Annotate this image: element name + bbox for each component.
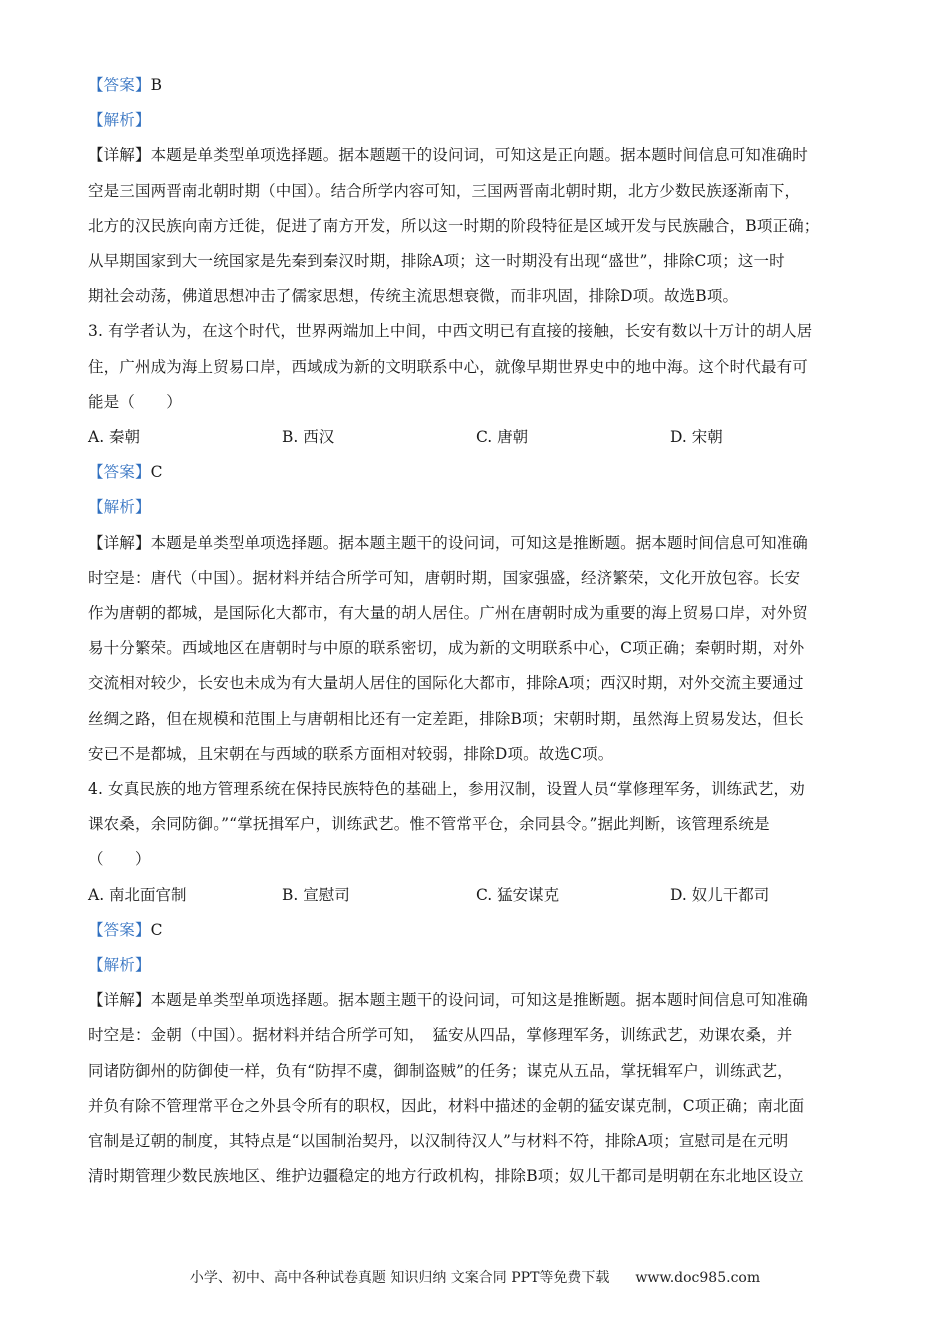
answer-tag: 【答案】 [88,76,151,94]
q3-analysis-tag: 【解析】 [88,498,151,517]
footer-url[interactable]: www.doc985.com [635,1270,761,1286]
q4-detail-line: 清时期管理少数民族地区、维护边疆稳定的地方行政机构，排除B项；奴儿干都司是明朝在东北地区设立 [88,1167,804,1186]
q3-answer [88,455,878,490]
page-footer [0,1267,950,1287]
q3-options [88,420,878,455]
q4-detail-line: 【详解】本题是单类型单项选择题。据本题主题干的设问词，可知这是推断题。据本题时间信息可知准确 [88,991,808,1010]
answer-value: B [150,76,163,94]
document-page [88,68,878,1195]
q4-option-d: D. 奴儿干都司 [670,885,770,904]
q4-stem-line: 课农桑，余同防御。”“掌抚揖军户，训练武艺。惟不管常平仓，余同县令。”据此判断，该管理系统是 [88,815,770,834]
q3-option-a: A. 秦朝 [88,428,141,447]
q4-detail-line: 并负有除不管理常平仓之外县令所有的职权，因此，材料中描述的金朝的猛安谋克制，C项正确；南北面 [88,1096,805,1115]
q2-detail-line: 期社会动荡，佛道思想冲击了儒家思想，传统主流思想衰微，而非巩固，排除D项。故选B项。 [88,287,739,306]
q3-detail-line: 安已不是都城，且宋朝在与西域的联系方面相对较弱，排除D项。故选C项。 [88,744,614,763]
q4-detail-line: 官制是辽朝的制度，其特点是“以国制治契丹，以汉制待汉人”与材料不符，排除A项；宣慰司是在元明 [88,1132,789,1151]
q3-detail-line: 交流相对较少，长安也未成为有大量胡人居住的国际化大都市，排除A项；西汉时期，对外交流主要通过 [88,674,804,693]
q3-detail-line: 丝绸之路，但在规模和范围上与唐朝相比还有一定差距，排除B项；宋朝时期，虽然海上贸易发达，但长 [88,709,804,728]
answer-tag: 【答案】 [88,920,151,939]
q4-options [88,878,878,913]
q2-detail-line: 【详解】本题是单类型单项选择题。据本题题干的设问词，可知这是正向题。据本题时间信息可知准确时 [88,146,808,165]
answer-value: C [150,463,163,482]
q4-stem-line: 4. 女真民族的地方管理系统在保持民族特色的基础上，参用汉制，设置人员“掌修理军务，训练武艺，劝 [88,780,805,799]
answer-tag: 【答案】 [88,463,151,482]
q4-option-c: C. 猛安谋克 [476,885,560,904]
q4-option-a: A. 南北面官制 [88,885,187,904]
answer-value: C [150,920,163,939]
q3-detail-line: 【详解】本题是单类型单项选择题。据本题主题干的设问词，可知这是推断题。据本题时间信息可知准确 [88,533,808,552]
q3-detail-line: 时空是：唐代（中国）。据材料并结合所学可知，唐朝时期，国家强盛，经济繁荣，文化开放包容。长安 [88,568,801,587]
q2-detail-line: 空是三国两晋南北朝时期（中国）。结合所学内容可知，三国两晋南北朝时期，北方少数民族逐渐南下， [88,181,801,200]
q2-detail-line: 从早期国家到大一统国家是先秦到秦汉时期，排除A项；这一时期没有出现“盛世”，排除C项；这一时 [88,252,785,271]
q4-analysis-tag: 【解析】 [88,956,151,975]
q2-answer [88,68,878,103]
q4-answer [88,913,878,948]
detail-tag: 【详解】 [88,533,151,552]
footer-text: 小学、初中、高中各种试卷真题 知识归纳 文案合同 PPT等免费下载 [189,1270,610,1286]
q3-option-c: C. 唐朝 [476,428,529,447]
q2-analysis-tag: 【解析】 [88,111,151,130]
q4-option-b: B. 宣慰司 [282,885,350,904]
q3-detail-line: 作为唐朝的都城，是国际化大都市，有大量的胡人居住。广州在唐朝时成为重要的海上贸易口岸，对外贸 [88,604,808,623]
q2-detail-line: 北方的汉民族向南方迁徙，促进了南方开发，所以这一时期的阶段特征是区域开发与民族融合，B项正确； [88,216,820,235]
q4-detail-line: 同诸防御州的防御使一样，负有“防捍不虞，御制盗贼”的任务；谋克从五品，掌抚辑军户，训练武艺， [88,1061,793,1080]
q3-stem-line: 能是（ ） [88,392,182,411]
detail-tag: 【详解】 [88,146,151,165]
q3-stem-line: 3. 有学者认为，在这个时代，世界两端加上中间，中西文明已有直接的接触，长安有数以十万计的胡人居 [88,322,813,341]
q4-stem-line: （ ） [88,850,151,869]
q3-stem-line: 住，广州成为海上贸易口岸，西域成为新的文明联系中心，就像早期世界史中的地中海。这个时代最有可 [88,357,808,376]
q3-option-d: D. 宋朝 [670,428,723,447]
q4-detail-line: 时空是：金朝（中国）。据材料并结合所学可知， 猛安从四品，掌修理军务，训练武艺，劝课农桑，并 [88,1026,793,1045]
q3-detail-line: 易十分繁荣。西域地区在唐朝时与中原的联系密切，成为新的文明联系中心，C项正确；秦朝时期，对外 [88,639,805,658]
detail-tag: 【详解】 [88,991,151,1010]
q3-option-b: B. 西汉 [282,428,335,447]
